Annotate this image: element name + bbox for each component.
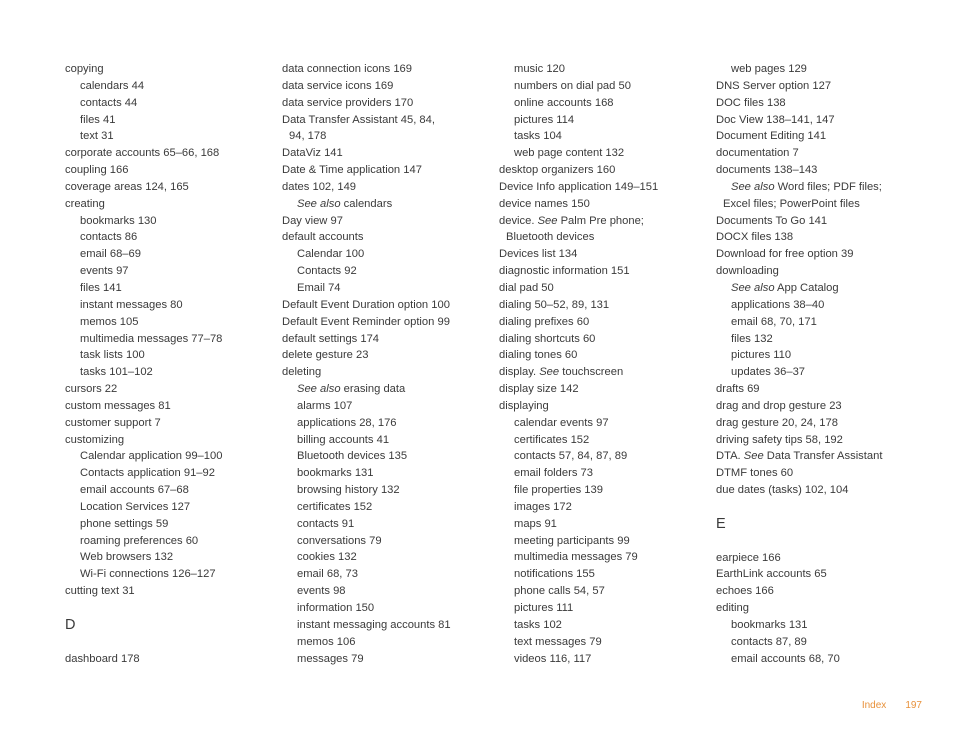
index-entry: displaying	[499, 399, 549, 412]
index-entry: dashboard 178	[65, 652, 140, 665]
index-subentry	[282, 381, 497, 398]
index-entry: coupling 166	[65, 164, 129, 177]
index-entry: earpiece 166	[716, 551, 781, 564]
index-subentry: Bluetooth devices	[506, 231, 595, 244]
index-subentry: videos 116, 117	[514, 652, 592, 665]
entry-text: display.	[499, 366, 540, 379]
index-entry: drafts 69	[716, 383, 760, 396]
index-subentry: Contacts 92	[297, 265, 357, 278]
index-entry: delete gesture 23	[282, 349, 369, 362]
index-entry: DOCX files 138	[716, 231, 794, 244]
index-entry: Devices list 134	[499, 248, 578, 261]
index-entry: corporate accounts 65–66, 168	[65, 147, 220, 160]
index-subentry: instant messaging accounts 81	[297, 618, 451, 631]
index-subentry: email 68, 70, 171	[731, 315, 817, 328]
index-entry: cursors 22	[65, 383, 118, 396]
index-subentry: phone calls 54, 57	[514, 585, 605, 598]
index-subentry: contacts 86	[80, 231, 138, 244]
index-subentry: meeting participants 99	[514, 534, 630, 547]
index-subentry: tasks 101–102	[80, 366, 153, 379]
index-subentry: conversations 79	[297, 534, 382, 547]
index-entry: editing	[716, 602, 749, 615]
index-subentry: contacts 57, 84, 87, 89	[514, 450, 628, 463]
index-entry: cutting text 31	[65, 585, 135, 598]
index-subentry: 94, 178	[289, 130, 327, 143]
index-column-3	[499, 61, 714, 667]
index-subentry: email 68, 73	[297, 568, 358, 581]
index-subentry: images 172	[514, 500, 572, 513]
index-entry: creating	[65, 197, 105, 210]
index-subentry: memos 106	[297, 635, 356, 648]
index-entry: deleting	[282, 366, 322, 379]
index-subentry: bookmarks 131	[731, 618, 808, 631]
entry-text: device.	[499, 214, 538, 227]
index-entry	[716, 448, 931, 465]
index-entry: echoes 166	[716, 585, 774, 598]
index-subentry: bookmarks 130	[80, 214, 157, 227]
index-subentry: certificates 152	[514, 433, 590, 446]
index-subentry: Location Services 127	[80, 500, 191, 513]
index-entry: device names 150	[499, 197, 590, 210]
index-entry: copying	[65, 63, 104, 75]
index-subentry: messages 79	[297, 652, 364, 665]
index-subentry: roaming preferences 60	[80, 534, 199, 547]
index-column-2	[282, 61, 497, 667]
index-subentry: instant messages 80	[80, 298, 183, 311]
see-also-label: See also	[297, 383, 341, 396]
index-entry: EarthLink accounts 65	[716, 568, 827, 581]
index-entry: dialing shortcuts 60	[499, 332, 596, 345]
index-subentry: task lists 100	[80, 349, 145, 362]
index-subentry: multimedia messages 77–78	[80, 332, 223, 345]
index-subentry	[716, 280, 931, 297]
index-subentry: web pages 129	[731, 63, 807, 75]
index-subentry: browsing history 132	[297, 484, 400, 497]
index-subentry: pictures 110	[731, 349, 792, 362]
index-subentry: contacts 44	[80, 96, 138, 109]
index-subentry: calendar events 97	[514, 416, 609, 429]
index-subentry: Excel files; PowerPoint files	[723, 197, 860, 210]
index-subentry: maps 91	[514, 517, 557, 530]
index-subentry: applications 28, 176	[297, 416, 397, 429]
index-subentry: text 31	[80, 130, 114, 143]
index-subentry: numbers on dial pad 50	[514, 79, 631, 92]
index-entry: customer support 7	[65, 416, 161, 429]
index-subentry: certificates 152	[297, 500, 373, 513]
footer-section-label: Index	[861, 700, 887, 711]
index-subentry: email folders 73	[514, 467, 593, 480]
see-label: See	[539, 366, 560, 379]
index-subentry: email 68–69	[80, 248, 141, 261]
index-subentry: Wi-Fi connections 126–127	[80, 568, 216, 581]
entry-text: calendars	[340, 197, 393, 210]
index-subentry: contacts 91	[297, 517, 355, 530]
index-subentry: Calendar 100	[297, 248, 365, 261]
entry-text: App Catalog	[774, 281, 839, 294]
see-also-label: See also	[297, 197, 341, 210]
index-entry	[499, 213, 714, 230]
index-subentry: bookmarks 131	[297, 467, 374, 480]
index-entry: coverage areas 124, 165	[65, 180, 189, 193]
index-entry: Day view 97	[282, 214, 343, 227]
index-entry: driving safety tips 58, 192	[716, 433, 843, 446]
index-entry: documentation 7	[716, 147, 799, 160]
index-entry: Documents To Go 141	[716, 214, 828, 227]
index-subentry: events 98	[297, 585, 346, 598]
index-entry	[499, 364, 714, 381]
index-entry: diagnostic information 151	[499, 265, 630, 278]
index-subentry: music 120	[514, 63, 565, 75]
index-subentry: pictures 111	[514, 602, 574, 614]
index-subentry: notifications 155	[514, 568, 595, 581]
index-entry: DTMF tones 60	[716, 467, 794, 480]
index-entry: DNS Server option 127	[716, 79, 832, 92]
index-subentry: text messages 79	[514, 635, 602, 648]
index-entry: Download for free option 39	[716, 248, 854, 261]
section-letter: E	[716, 515, 726, 532]
see-also-label: See also	[731, 180, 775, 193]
index-subentry: multimedia messages 79	[514, 551, 638, 564]
index-entry: DataViz 141	[282, 147, 343, 160]
index-subentry	[282, 196, 497, 213]
index-entry: Default Event Duration option 100	[282, 298, 450, 311]
index-entry: Date & Time application 147	[282, 164, 422, 177]
index-subentry: Web browsers 132	[80, 551, 174, 564]
index-subentry: Contacts application 91–92	[80, 467, 215, 480]
index-subentry: online accounts 168	[514, 96, 614, 109]
index-subentry: calendars 44	[80, 79, 145, 92]
entry-text: DTA.	[716, 450, 744, 463]
entry-text: Data Transfer Assistant	[763, 450, 883, 463]
index-subentry: phone settings 59	[80, 517, 169, 530]
index-subentry: Email 74	[297, 281, 341, 294]
entry-text: Palm Pre phone;	[557, 214, 644, 227]
index-subentry: file properties 139	[514, 484, 603, 497]
index-entry: display size 142	[499, 383, 579, 396]
entry-text: touchscreen	[559, 366, 624, 379]
index-subentry: Calendar application 99–100	[80, 450, 223, 463]
index-subentry	[716, 179, 931, 196]
index-subentry: memos 105	[80, 315, 139, 328]
index-subentry: events 97	[80, 265, 129, 278]
index-subentry: email accounts 68, 70	[731, 652, 840, 665]
index-entry: documents 138–143	[716, 164, 818, 177]
index-entry: dialing tones 60	[499, 349, 578, 362]
see-also-label: See also	[731, 281, 775, 294]
index-entry: drag gesture 20, 24, 178	[716, 416, 838, 429]
page-footer	[862, 700, 922, 711]
index-subentry: Bluetooth devices 135	[297, 450, 408, 463]
index-entry: dates 102, 149	[282, 180, 357, 193]
index-entry: default accounts	[282, 231, 364, 244]
index-entry: data service icons 169	[282, 79, 394, 92]
index-entry: drag and drop gesture 23	[716, 399, 842, 412]
index-entry: Doc View 138–141, 147	[716, 113, 835, 126]
index-subentry: tasks 102	[514, 618, 562, 631]
index-subentry: updates 36–37	[731, 366, 806, 379]
index-subentry: web page content 132	[514, 147, 625, 160]
index-entry: data service providers 170	[282, 96, 414, 109]
index-subentry: cookies 132	[297, 551, 357, 564]
index-subentry: information 150	[297, 602, 375, 614]
see-label: See	[537, 214, 558, 227]
index-entry: dial pad 50	[499, 281, 554, 294]
index-entry: custom messages 81	[65, 399, 171, 412]
index-entry: Data Transfer Assistant 45, 84,	[282, 113, 435, 126]
entry-text: Word files; PDF files;	[774, 180, 882, 193]
index-entry: default settings 174	[282, 332, 380, 345]
index-subentry: applications 38–40	[731, 298, 825, 311]
index-subentry: email accounts 67–68	[80, 484, 189, 497]
index-subentry: alarms 107	[297, 399, 353, 412]
index-entry: downloading	[716, 265, 779, 278]
index-entry: dialing prefixes 60	[499, 315, 590, 328]
index-subentry: files 132	[731, 332, 773, 345]
index-entry: data connection icons 169	[282, 63, 412, 75]
index-entry: Device Info application 149–151	[499, 180, 659, 193]
index-entry: customizing	[65, 433, 125, 446]
index-entry: dialing 50–52, 89, 131	[499, 298, 610, 311]
index-entry: Document Editing 141	[716, 130, 827, 143]
index-entry: desktop organizers 160	[499, 164, 616, 177]
index-subentry: files 141	[80, 281, 122, 294]
index-column-1	[65, 61, 280, 667]
entry-text: erasing data	[340, 383, 406, 396]
section-letter: D	[65, 617, 76, 633]
index-subentry: files 41	[80, 113, 116, 126]
index-entry: DOC files 138	[716, 96, 786, 109]
see-label: See	[743, 450, 764, 463]
index-subentry: contacts 87, 89	[731, 635, 807, 648]
page-number: 197	[905, 700, 922, 711]
index-subentry: tasks 104	[514, 130, 562, 143]
index-entry: due dates (tasks) 102, 104	[716, 484, 849, 497]
index-entry: Default Event Reminder option 99	[282, 315, 450, 328]
index-subentry: billing accounts 41	[297, 433, 390, 446]
index-subentry: pictures 114	[514, 113, 575, 126]
index-column-4	[716, 61, 931, 667]
